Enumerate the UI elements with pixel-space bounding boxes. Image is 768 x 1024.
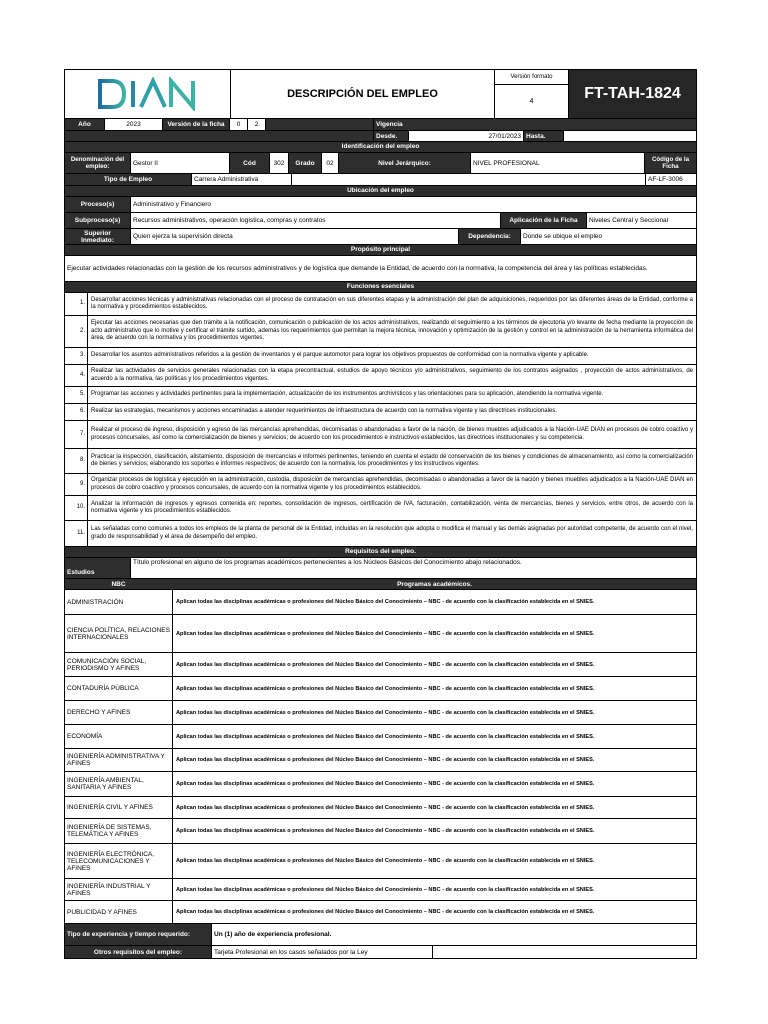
function-number: 6.: [79, 408, 85, 415]
nbc-name: INGENIERÍA DE SISTEMAS, TELEMÁTICA Y AFINES: [65, 819, 173, 843]
proceso-label: Proceso(s): [65, 197, 131, 212]
meta-row: [64, 119, 697, 131]
proposito-row: [64, 256, 697, 282]
experiencia-row: [64, 924, 697, 946]
codigo-ficha-value: AF-LF-3006: [648, 176, 683, 183]
desde-label: Desde.: [374, 131, 409, 141]
function-number: 4.: [79, 371, 85, 378]
grado-value: 02: [322, 153, 339, 173]
function-number: 2.: [79, 327, 85, 334]
function-item: [64, 316, 697, 348]
ano-label: Año: [65, 119, 105, 130]
experiencia-value: Un (1) año de experiencia profesional.: [214, 931, 332, 938]
nbc-programs: Aplican todas las disciplinas académicas o profesiones del Núcleo Básico del Conocimiento – NBC - de acuerdo con la clasificación establecida en el SNIES.: [176, 858, 595, 864]
nbc-row: [64, 749, 697, 772]
nbc-row: [64, 701, 697, 725]
vigencia-label: Vigencia: [374, 119, 696, 130]
nbc-row: [64, 677, 697, 701]
function-text: Las señaladas como comunes a todos los empleos de la planta de personal de la Entidad, incluidas en la resolución que adopta o modifica el manual y las demás asignadas por autoridad competente, de acuerdo con el nivel, grado de responsabilidad y el área de desempeño del empleo.: [87, 521, 696, 546]
nbc-row: [64, 819, 697, 844]
function-text: Desarrollar los asuntos administrativos referidos a la gestión de inventarios y el parque automotor para lograr los objetivos propuestos de conformidad con la normativa vigente y aplicable.: [87, 348, 696, 364]
nbc-programs: Aplican todas las disciplinas académicas o profesiones del Núcleo Básico del Conocimiento – NBC - de acuerdo con la clasificación establecida en el SNIES.: [176, 909, 595, 915]
nbc-row: [64, 797, 697, 819]
vigencia-row: [64, 131, 697, 142]
function-number: 11.: [77, 529, 85, 536]
nbc-name: INGENIERÍA AMBIENTAL, SANITARIA Y AFINES: [65, 772, 173, 796]
function-item: [64, 449, 697, 474]
function-text: Practicar la inspección, clasificación, alistamiento, disposición de mercancías e informes pertinentes, teniendo en cuenta el estado de conservación de los bienes y condiciones de almacenamiento, así como la comercialización de bienes y servicios; elaborando los soportes e informes respectivos; de acuerdo con la normativa, los procedimientos y los instructivos vigentes.: [87, 449, 696, 473]
section-identificacion: Identificación del empleo: [64, 142, 697, 153]
nbc-list: [64, 590, 697, 924]
function-item: [64, 521, 697, 547]
function-number: 1.: [79, 300, 85, 307]
otros-label: Otros requisitos del empleo:: [65, 946, 212, 958]
nbc-programs: Aplican todas las disciplinas académicas o profesiones del Núcleo Básico del Conocimiento – NBC - de acuerdo con la clasificación establecida en el SNIES.: [176, 709, 595, 716]
job-description-sheet: [64, 69, 697, 959]
function-item: [64, 293, 697, 316]
proceso-row: [64, 197, 697, 213]
desde-value: 27/01/2023: [409, 131, 524, 141]
nbc-row: [64, 590, 697, 615]
nbc-name: INGENIERÍA CIVIL Y AFINES: [65, 797, 173, 818]
tipo-value: Carrera Administrativa: [192, 174, 292, 185]
function-text: Desarrollar acciones técnicas y administrativas relacionadas con el proceso de contratación en sus diferentes etapas y la administración del plan de adquisiciones, requeridos por las diferentes áreas de la Entidad, conforme a la normativa y procedimientos establecidos.: [87, 293, 696, 315]
nbc-programs: Aplican todas las disciplinas académicas o profesiones del Núcleo Básico del Conocimiento – NBC - de acuerdo con la clasificación establecida en el SNIES.: [176, 630, 595, 637]
function-text: Realizar las estrategias, mecanismos y acciones encaminadas a atender requerimientos de infraestructura de acuerdo con la normativa vigente y las directrices institucionales.: [87, 404, 696, 420]
function-text: Ejecutar las acciones necesarias que den trámite a la notificación, comunicación o publicación de los actos administrativos, realizando el seguimiento a los términos de ejecutoria y/o levante de fecha mediante la proyección de acto administrativo que lo motive y certificar el trámite surtido, además los requerimientos que permitan la mejora técnica, innovación y optimización de la gestión y control en la administración de la herramienta informática del área, de acuerdo con la normativa y los procedimientos vigentes.: [87, 316, 696, 347]
hasta-label: Hasta.: [524, 131, 564, 141]
function-number: 10.: [76, 504, 85, 511]
section-ubicacion: Ubicación del empleo: [64, 186, 697, 197]
version-ficha-a: 0: [230, 119, 248, 130]
otros-value: Tarjeta Profesional en los casos señalados por la Ley: [212, 946, 433, 958]
experiencia-label: Tipo de experiencia y tiempo requerido:: [65, 924, 212, 945]
subproceso-row: [64, 213, 697, 229]
function-number: 5.: [79, 391, 85, 398]
cod-label: Cód: [230, 153, 270, 173]
section-proposito: Propósito principal: [64, 245, 697, 256]
nbc-name: COMUNICACIÓN SOCIAL, PERIODISMO Y AFINES: [65, 653, 173, 676]
function-text: Realizar el proceso de ingreso, disposición y egreso de las mercancías aprehendidas, decomisadas o abandonadas a favor de la nación, de bienes muebles adjudicados a la Nación-UAE DIAN en procesos de cobro coactivo y procesos concursales, así como la comercialización de bienes y servicios; de acuerdo con los procedimientos e instructivos establecidos, las directrices institucionales y su competencia.: [87, 421, 696, 448]
nbc-programs: Aplican todas las disciplinas académicas o profesiones del Núcleo Básico del Conocimiento – NBC - de acuerdo con la clasificación establecida en el SNIES.: [176, 757, 595, 763]
nbc-row: [64, 653, 697, 677]
nivel-value: NIVEL PROFESIONAL: [471, 153, 645, 173]
hasta-value: [564, 131, 696, 141]
nbc-row: [64, 901, 697, 924]
dependencia-value: Donde se ubique el empleo: [523, 233, 603, 240]
function-item: [64, 474, 697, 496]
nbc-programs: Aplican todas las disciplinas académicas o profesiones del Núcleo Básico del Conocimiento – NBC - de acuerdo con la clasificación establecida en el SNIES.: [176, 661, 595, 668]
function-number: 9.: [79, 480, 85, 487]
nbc-programs: Aplican todas las disciplinas académicas o profesiones del Núcleo Básico del Conocimiento – NBC - de acuerdo con la clasificación establecida en el SNIES.: [176, 886, 595, 893]
nbc-name: ADMINISTRACIÓN: [65, 590, 173, 614]
nbc-name: INGENIERÍA ELECTRÓNICA, TELECOMUNICACIONES Y AFINES: [65, 844, 173, 878]
nbc-row: [64, 772, 697, 797]
nbc-programs: Aplican todas las disciplinas académicas o profesiones del Núcleo Básico del Conocimiento – NBC - de acuerdo con la clasificación establecida en el SNIES.: [176, 733, 595, 740]
nbc-row: [64, 844, 697, 879]
nbc-row: [64, 725, 697, 749]
aplicacion-value: Niveles Central y Seccional: [589, 217, 669, 224]
function-text: Organizar procesos de logística y ejecución en la administración, custodia, disposición de mercancías aprehendidas, decomisadas o abandonadas a favor de la nación y bienes muebles adjudicados a la Nación-UAE DIAN en procesos de cobro coactivo y procesos concursales, de acuerdo con la normativa vigente y los procedimientos establecidos.: [87, 474, 696, 495]
version-ficha-label: Versión de la ficha: [163, 119, 230, 130]
denominacion-value: Gestor II: [131, 153, 230, 173]
nivel-label: Nivel Jerárquico:: [339, 153, 471, 173]
format-version: [495, 70, 569, 118]
proceso-value: Administrativo y Financiero: [133, 201, 212, 208]
nbc-header-row: [64, 579, 697, 590]
function-number: 7.: [79, 430, 85, 437]
subproceso-value: Recursos administrativos, operación logística, compras y contratos: [131, 213, 501, 228]
dian-logo: [65, 70, 231, 118]
function-number: 3.: [79, 352, 85, 359]
cod-value: 302: [270, 153, 289, 173]
superior-value: Quien ejerza la supervisión directa: [131, 229, 459, 244]
dependencia-label: Dependencia:: [459, 229, 521, 244]
tipo-row: [64, 174, 697, 186]
meta-spacer: [266, 119, 374, 130]
function-item: [64, 404, 697, 421]
function-item: [64, 348, 697, 365]
nbc-header: NBC: [65, 579, 173, 589]
estudios-label: Estudios: [65, 558, 131, 578]
function-item: [64, 421, 697, 449]
nbc-name: INGENIERÍA ADMINISTRATIVA Y AFINES: [65, 749, 173, 771]
nbc-name: INGENIERÍA INDUSTRIAL Y AFINES: [65, 879, 173, 900]
document-title: DESCRIPCIÓN DEL EMPLEO: [231, 70, 495, 118]
function-text: Realizar las actividades de servicios generales relacionadas con la etapa precontractual, estudios de apoyo técnicos y/o administrativos, seguimiento de los contratos asignados , proyección de actos administrativos, de acuerdo a la normativa, las políticas y los procedimientos vigentes.: [87, 365, 696, 386]
function-item: [64, 496, 697, 521]
dian-logo-icon: [98, 77, 198, 111]
ano-value: 2023: [105, 119, 163, 130]
nbc-row: [64, 615, 697, 653]
nbc-name: DERECHO Y AFINES: [65, 701, 173, 724]
nbc-programs: Aplican todas las disciplinas académicas o profesiones del Núcleo Básico del Conocimiento – NBC - de acuerdo con la clasificación establecida en el SNIES.: [176, 685, 595, 692]
nbc-name: PUBLICIDAD Y AFINES: [65, 901, 173, 923]
tipo-label: Tipo de Empleo: [65, 174, 192, 185]
tipo-spacer: [292, 174, 646, 185]
section-funciones: Funciones esenciales: [64, 282, 697, 293]
superior-label: Superior Inmediato:: [65, 229, 131, 244]
identificacion-row: [64, 153, 697, 174]
format-version-label: Versión formato: [495, 70, 568, 85]
function-number: 8.: [79, 457, 85, 464]
vigencia-spacer: [65, 131, 374, 141]
nbc-row: [64, 879, 697, 901]
nbc-name: CIENCIA POLÍTICA, RELACIONES INTERNACIONALES: [65, 615, 173, 652]
superior-row: [64, 229, 697, 245]
subproceso-label: Subproceso(s): [65, 213, 131, 228]
function-item: [64, 387, 697, 404]
otros-row: [64, 946, 697, 959]
document-header: [64, 69, 697, 119]
function-text: Analizar la información de ingresos y egresos contenida en: reportes, consolidación de ingresos, certificación de IVA, facturación, contabilización, venta de mercancías, bienes y servicios, entre otros, de acuerdo con la normativa vigente y los procedimientos establecidos.: [87, 496, 696, 520]
codigo-ficha-label: Código de la Ficha: [645, 153, 696, 173]
section-requisitos: Requisitos del empleo.: [64, 547, 697, 558]
nbc-programs: Aplican todas las disciplinas académicas o profesiones del Núcleo Básico del Conocimiento – NBC - de acuerdo con la clasificación establecida en el SNIES.: [176, 599, 595, 605]
aplicacion-label: Aplicación de la Ficha: [501, 213, 587, 228]
programas-header: Programas académicos.: [397, 580, 472, 588]
nbc-programs: Aplican todas las disciplinas académicas o profesiones del Núcleo Básico del Conocimiento – NBC - de acuerdo con la clasificación establecida en el SNIES.: [176, 804, 595, 811]
version-ficha-b: 2: [248, 119, 266, 130]
nbc-name: CONTADURÍA PÚBLICA: [65, 677, 173, 700]
proposito-text: Ejecutar actividades relacionadas con la gestión de los recursos administrativos y de logística que demande la Entidad, de acuerdo con la normativa, la competencia del área y las políticas establecidas.: [67, 265, 648, 272]
estudios-row: [64, 558, 697, 579]
form-code: FT-TAH-1824: [569, 70, 696, 118]
otros-spacer: [433, 946, 696, 958]
nbc-programs: Aplican todas las disciplinas académicas o profesiones del Núcleo Básico del Conocimiento – NBC - de acuerdo con la clasificación establecida en el SNIES.: [176, 781, 595, 787]
function-text: Programar las acciones y actividades pertinentes para la implementación, actualización de los instrumentos archivísticos y las orientaciones para su aplicación, atendiendo la normativa vigente.: [87, 387, 696, 403]
grado-label: Grado: [289, 153, 322, 173]
denominacion-label: Denominación del empleo:: [65, 153, 131, 173]
function-item: [64, 365, 697, 387]
nbc-name: ECONOMÍA: [65, 725, 173, 748]
funciones-list: [64, 293, 697, 547]
format-version-value: 4: [529, 98, 534, 105]
estudios-value: Título profesional en alguno de los programas académicos pertenecientes a los Núcleos Básicos del Conocimiento abajo relacionados.: [133, 559, 522, 566]
nbc-programs: Aplican todas las disciplinas académicas o profesiones del Núcleo Básico del Conocimiento – NBC - de acuerdo con la clasificación establecida en el SNIES.: [176, 828, 595, 834]
